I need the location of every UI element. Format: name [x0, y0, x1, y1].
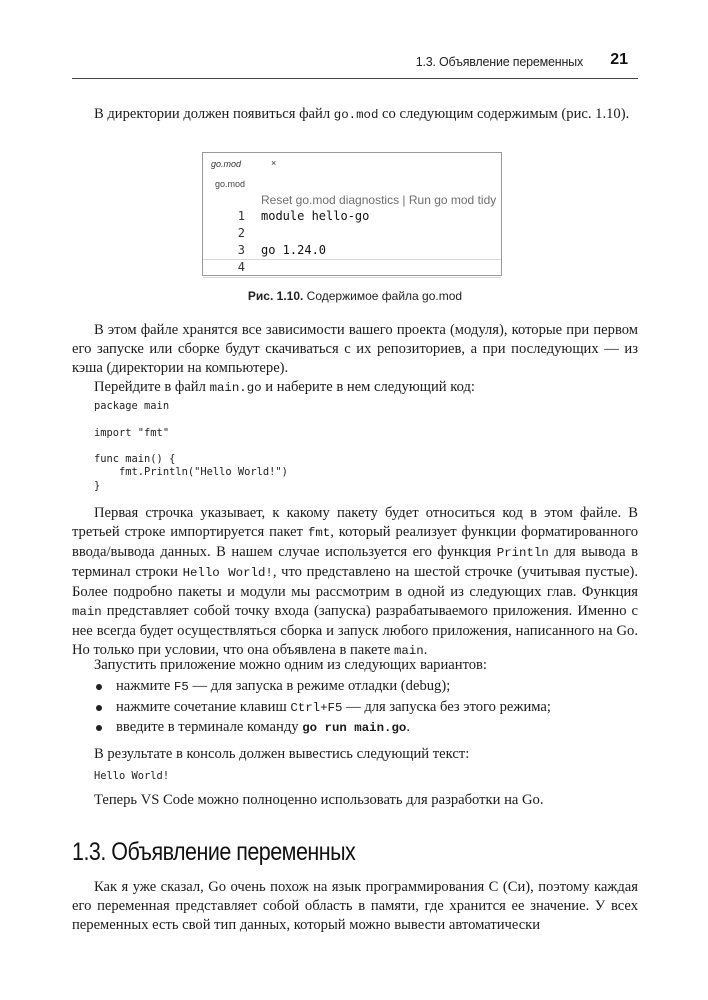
inline-code-main-go: main.go — [209, 381, 262, 395]
paragraph-3: Перейдите в файл main.go и наберите в нем следующий код: — [94, 379, 475, 395]
line-number: 4 — [237, 260, 245, 274]
line-number: 1 — [237, 209, 245, 223]
list-item: нажмите F5 — для запуска в режиме отладки (debug); — [72, 677, 638, 698]
editor-line — [203, 209, 501, 226]
editor-line — [203, 243, 501, 260]
bullet-list — [72, 677, 638, 739]
paragraph-8: Как я уже сказал, Go очень похож на язык программирования C (Си), поэтому каждая его переменная представляет собой область в памяти, где хранится ее значение. У всех переменных есть свой тип данных, который можно вывести автоматически — [72, 879, 638, 933]
code-listing: package main import "fmt" func main() { fmt.Println("Hello World!") } — [94, 400, 288, 492]
editor-tab-title: go.mod — [211, 159, 242, 169]
paragraph-7: Теперь VS Code можно полноценно использовать для разработки на Go. — [94, 792, 544, 808]
line-number: 2 — [237, 226, 245, 240]
paragraph-4: Первая строчка указывает, к какому пакету будет относиться код в этом файле. В третьей строке импортируется пакет fmt, который реализует функции форматированного ввода/вывода данных. В нашем случае используется его функция Println для вывода в терминал строки Hello World!, что представлено на шестой строчке (учитывая пустые). Более подробно пакеты и модули мы рассмотрим в одной из следующих глав. Функция main представляет собой точку входа (запуска) разрабатываемого приложения. Именно с нее всегда будет осуществляться сборка и запуск любого приложения, написанного на Go. Но только при условии, что она объявлена в пакете main. — [72, 505, 638, 658]
page-number: 21 — [610, 51, 628, 68]
editor-line-current — [203, 259, 501, 278]
running-header — [72, 50, 638, 79]
paragraph-5: Запустить приложение можно одним из следующих вариантов: — [94, 657, 487, 673]
inline-code-go-mod: go.mod — [333, 108, 379, 122]
editor-codelens[interactable]: Reset go.mod diagnostics | Run go mod tidy — [261, 193, 497, 207]
figure-caption: Рис. 1.10. Содержимое файла go.mod — [247, 289, 463, 303]
editor-tab[interactable] — [203, 153, 501, 173]
close-icon[interactable]: × — [271, 158, 277, 168]
paragraph-2: В этом файле хранятся все зависимости вашего проекта (модуля), которые при первом его запуске или сборке будут скачиваться с их репозиториев, а при последующих — из кэша (директории на компьютере). — [72, 322, 638, 376]
console-output: Hello World! — [94, 770, 170, 782]
list-item: нажмите сочетание клавиш Ctrl+F5 — для запуска без этого режима; — [72, 698, 638, 719]
editor-breadcrumb: go.mod — [215, 179, 246, 189]
line-number: 3 — [237, 243, 245, 257]
paragraph-6: В результате в консоль должен вывестись следующий текст: — [94, 746, 470, 762]
paragraph-1: В директории должен появиться файл go.mod со следующим содержимым (рис. 1.10). — [94, 106, 630, 122]
figure-go-mod-editor — [202, 152, 502, 276]
header-section-title: 1.3. Объявление переменных — [415, 55, 583, 69]
line-code: go 1.24.0 — [261, 243, 327, 257]
list-item: введите в терминале команду go run main.go. — [72, 718, 638, 739]
section-heading: 1.3. Объявление переменных — [72, 838, 356, 866]
editor-line — [203, 226, 501, 243]
line-code: module hello-go — [261, 209, 370, 223]
